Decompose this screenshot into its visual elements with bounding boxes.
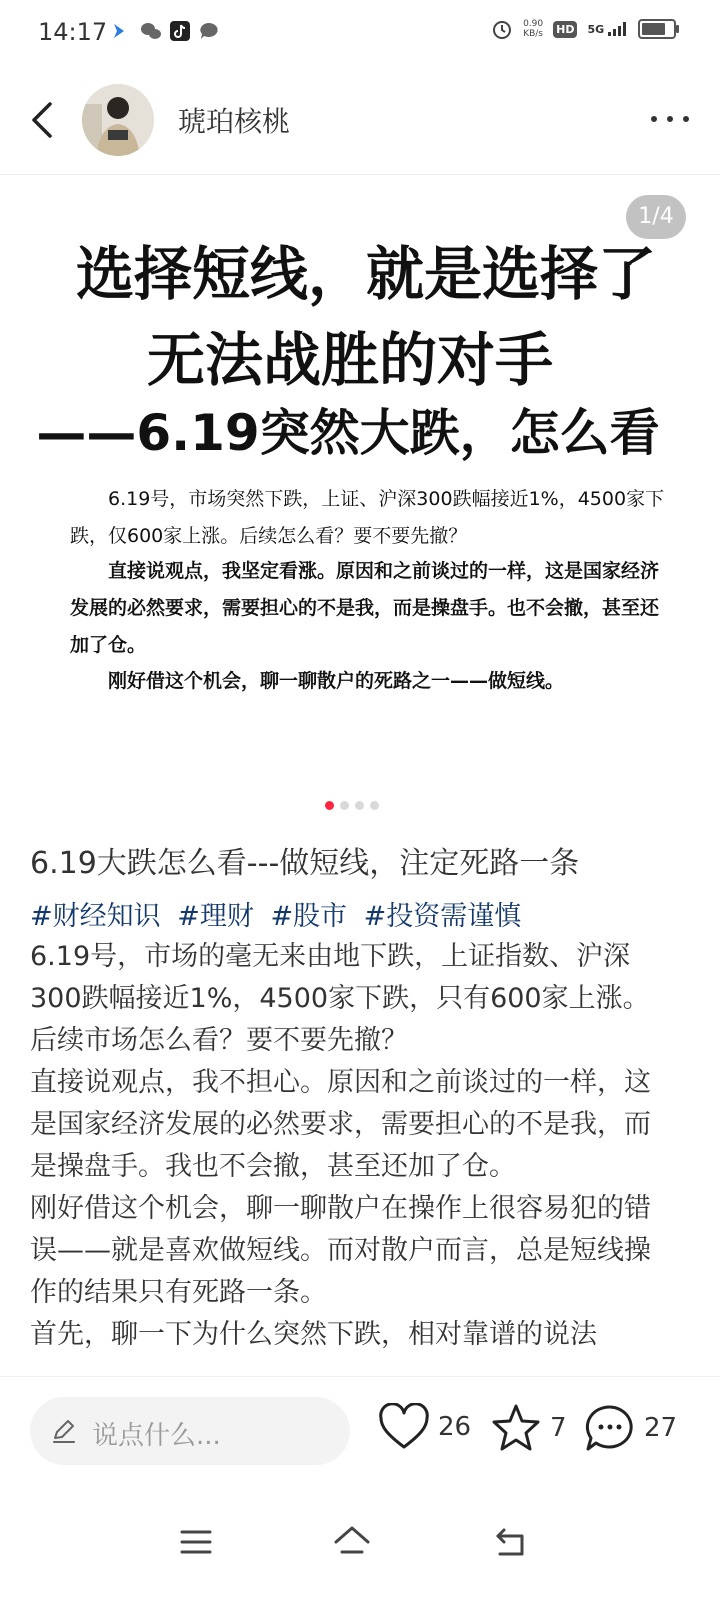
tiktok-icon	[170, 20, 190, 42]
slide-paragraph: 6.19号，市场突然下跌，上证、沪深300跌幅接近1%，4500家下跌，仅600家上涨。后续怎么看？要不要先撤？	[70, 488, 665, 547]
post-header	[0, 64, 720, 175]
image-carousel[interactable]	[0, 175, 720, 825]
comment-button[interactable]	[584, 1403, 677, 1453]
system-nav-bar	[0, 1486, 720, 1600]
post-paragraph: 6.19号，市场的毫无来由地下跌，上证指数、沪深300跌幅接近1%，4500家下跌，只有600家上涨。后续市场怎么看？要不要先撤？	[30, 941, 650, 1056]
tag-link[interactable]: #投资需谨慎	[363, 901, 522, 932]
home-icon[interactable]	[332, 1522, 372, 1562]
signal-icon: 5G	[587, 22, 628, 36]
slide-title-line2: 无法战胜的对手	[146, 326, 553, 394]
status-time: 14:17	[38, 18, 108, 46]
action-bar	[0, 1376, 720, 1487]
post-tags	[30, 894, 529, 933]
wechat-icon	[140, 20, 162, 42]
comment-input[interactable]	[30, 1397, 350, 1465]
slide-paragraph: 刚好借这个机会，聊一聊散户的死路之一——做短线。	[108, 670, 565, 692]
message-icon	[198, 20, 220, 42]
net-speed: 0.90 KB/s	[523, 19, 544, 39]
post-title: 6.19大跌怎么看---做短线，注定死路一条	[30, 846, 580, 881]
post-paragraph: 首先，聊一下为什么突然下跌，相对靠谱的说法	[30, 1319, 597, 1350]
post-paragraph: 刚好借这个机会，聊一聊散户在操作上很容易犯的错误——就是喜欢做短线。而对散户而言，总是短线操作的结果只有死路一条。	[30, 1193, 651, 1308]
heart-icon	[378, 1403, 430, 1451]
page-indicator: 1/4	[626, 195, 686, 239]
alarm-icon	[491, 18, 513, 40]
star-icon	[490, 1403, 542, 1453]
menu-icon[interactable]	[176, 1522, 216, 1562]
more-icon[interactable]	[648, 104, 692, 134]
avatar[interactable]	[82, 84, 154, 156]
arrow-app-icon	[112, 20, 126, 42]
like-count: 26	[438, 1412, 472, 1442]
slide-title-line1: 选择短线，就是选择了	[75, 240, 656, 308]
pencil-icon	[50, 1417, 78, 1445]
comment-count: 27	[644, 1413, 678, 1443]
carousel-dot	[355, 801, 364, 810]
comment-placeholder: 说点什么...	[92, 1421, 221, 1451]
like-button[interactable]	[378, 1403, 471, 1451]
tag-link[interactable]: #财经知识	[30, 901, 161, 932]
slide-title-line3: ——6.19突然大跌，怎么看	[36, 404, 660, 462]
slide-paragraph: 直接说观点，我坚定看涨。原因和之前谈过的一样，这是国家经济发展的必然要求，需要担心的不是我，而是操盘手。也不会撤，甚至还加了仓。	[70, 560, 660, 656]
author-name[interactable]: 琥珀核桃	[178, 105, 291, 138]
battery-icon	[638, 19, 676, 39]
post-body	[30, 936, 670, 1372]
comment-bubble-icon	[584, 1403, 636, 1453]
carousel-dot	[370, 801, 379, 810]
hd-badge: HD	[553, 21, 577, 38]
tag-link[interactable]: #股市	[270, 901, 348, 932]
back-icon[interactable]	[26, 98, 66, 142]
post-paragraph: 直接说观点，我不担心。原因和之前谈过的一样，这是国家经济发展的必然要求，需要担心的不是我，而是操盘手。我也不会撤，甚至还加了仓。	[30, 1067, 651, 1182]
carousel-dot	[325, 801, 334, 810]
collect-count: 7	[550, 1413, 567, 1443]
collect-button[interactable]	[490, 1403, 567, 1453]
carousel-dot	[340, 801, 349, 810]
back-nav-icon[interactable]	[490, 1522, 530, 1562]
carousel-dots	[325, 801, 379, 810]
tag-link[interactable]: #理财	[177, 901, 254, 932]
status-bar	[0, 0, 720, 64]
